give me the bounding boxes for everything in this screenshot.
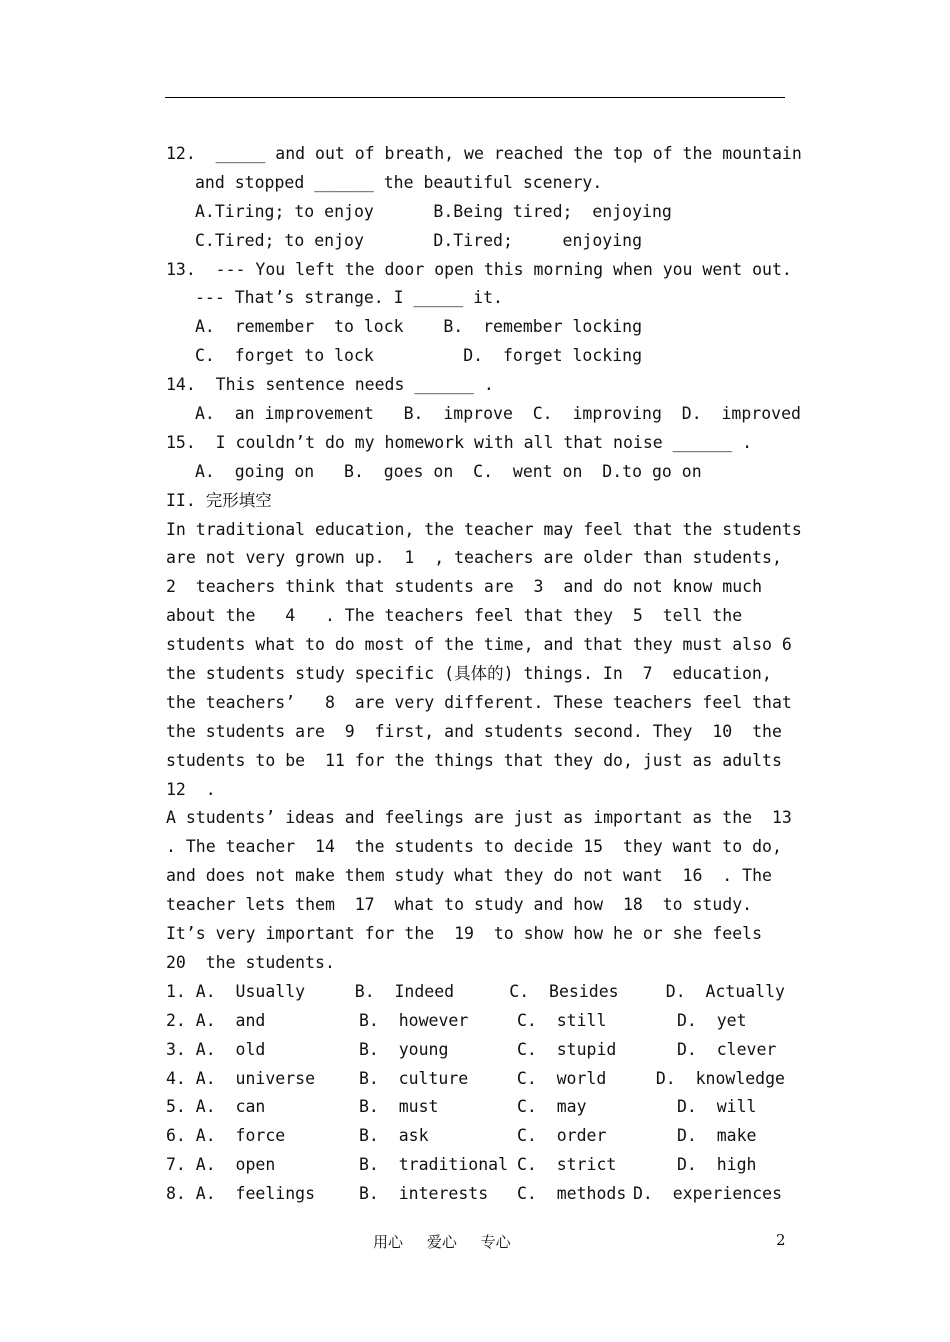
question-12-options-2: C.Tired; to enjoy D.Tired; enjoying <box>195 230 643 250</box>
footer-motto: 用心 爱心 专心 <box>373 1233 511 1251</box>
passage-line: the teachers’ 8 are very different. These teachers feel that <box>166 692 792 712</box>
choice-row <box>166 1036 785 1065</box>
section-title: II. 完形填空 <box>166 490 272 510</box>
choice-a: 2. A. and <box>166 1010 266 1030</box>
choice-row <box>166 1122 785 1151</box>
choice-list <box>166 978 785 1209</box>
choice-a: 3. A. old <box>166 1039 266 1059</box>
choice-c: C. still <box>517 1010 607 1030</box>
page-content <box>166 140 802 1209</box>
page-number: 2 <box>776 1231 786 1249</box>
question-13-line-2: --- That’s strange. I _____ it. <box>195 288 503 308</box>
question-15-options: A. going on B. goes on C. went on D.to go on <box>195 461 702 481</box>
choice-b: B. traditional <box>359 1155 509 1175</box>
choice-c: C. Besides <box>509 981 619 1001</box>
choice-d: D. yet <box>677 1010 747 1030</box>
choice-c: C. methods <box>517 1184 627 1204</box>
passage-line: 20 the students. <box>166 952 335 972</box>
question-13-line-1: 13. --- You left the door open this morning when you went out. <box>166 259 792 279</box>
choice-c: C. stupid <box>517 1039 617 1059</box>
choice-c: C. may <box>517 1097 587 1117</box>
choice-row <box>166 1093 785 1122</box>
passage-line: the students study specific (具体的) things. In 7 education, <box>166 664 772 684</box>
choice-row <box>166 978 785 1007</box>
question-15-line-1: 15. I couldn’t do my homework with all that noise ______ . <box>166 432 753 452</box>
passage-line: teacher lets them 17 what to study and how 18 to study. <box>166 895 753 915</box>
header-rule <box>165 97 785 98</box>
passage-line: . The teacher 14 the students to decide 15 they want to do, <box>166 837 782 857</box>
choice-d: D. make <box>677 1126 757 1146</box>
choice-d: D. Actually <box>665 981 785 1001</box>
choice-b: B. culture <box>358 1068 469 1088</box>
choice-b: B. ask <box>359 1126 429 1146</box>
choice-a: 8. A. feelings <box>166 1184 316 1204</box>
passage-line: students to be 11 for the things that they do, just as adults <box>166 750 782 770</box>
passage-line: A students’ ideas and feelings are just as important as the 13 <box>166 808 792 828</box>
choice-d: D. knowledge <box>655 1068 785 1088</box>
choice-b: B. Indeed <box>354 981 455 1001</box>
passage-line: the students are 9 first, and students second. They 10 the <box>166 721 782 741</box>
question-12-options-1: A.Tiring; to enjoy B.Being tired; enjoying <box>195 201 672 221</box>
passage-line: It’s very important for the 19 to show how he or she feels <box>166 924 763 944</box>
question-13-options-2: C. forget to lock D. forget locking <box>195 346 643 366</box>
choice-d: D. experiences <box>633 1184 783 1204</box>
cloze-passage <box>166 516 802 978</box>
choice-a: 1. A. Usually <box>166 981 306 1001</box>
choice-c: C. strict <box>517 1155 617 1175</box>
question-12-line-2: and stopped ______ the beautiful scenery. <box>195 172 603 192</box>
question-12-line-1: 12. _____ and out of breath, we reached the top of the mountain <box>166 144 802 163</box>
choice-row <box>166 1007 785 1036</box>
choice-d: D. will <box>677 1097 757 1117</box>
page-footer <box>0 1231 950 1255</box>
question-14-line-1: 14. This sentence needs ______ . <box>166 375 494 395</box>
passage-line: In traditional education, the teacher may feel that the students <box>166 519 802 539</box>
choice-a: 7. A. open <box>166 1155 276 1175</box>
choice-a: 6. A. force <box>166 1126 286 1146</box>
passage-line: are not very grown up. 1 , teachers are older than students, <box>166 548 782 568</box>
choice-row <box>166 1065 785 1094</box>
choice-a: 5. A. can <box>166 1097 266 1117</box>
question-14-options: A. an improvement B. improve C. improving D. improved <box>195 404 801 424</box>
choice-c: C. order <box>517 1126 607 1146</box>
passage-line: 12 . <box>166 779 216 799</box>
choice-c: C. world <box>516 1068 607 1088</box>
passage-line: about the 4 . The teachers feel that they 5 tell the <box>166 606 743 626</box>
choice-b: B. interests <box>359 1184 489 1204</box>
choice-b: B. must <box>359 1097 439 1117</box>
choice-row <box>166 1151 785 1180</box>
choice-b: B. young <box>359 1039 449 1059</box>
passage-line: and does not make them study what they do not want 16 . The <box>166 866 772 886</box>
question-13-options-1: A. remember to lock B. remember locking <box>195 317 643 337</box>
passage-line: 2 teachers think that students are 3 and do not know much <box>166 577 763 597</box>
choice-b: B. however <box>359 1010 469 1030</box>
choice-d: D. high <box>677 1155 757 1175</box>
choice-d: D. clever <box>677 1039 777 1059</box>
choice-a: 4. A. universe <box>166 1068 316 1088</box>
choice-row <box>166 1180 785 1209</box>
passage-line: students what to do most of the time, and that they must also 6 <box>166 635 792 655</box>
